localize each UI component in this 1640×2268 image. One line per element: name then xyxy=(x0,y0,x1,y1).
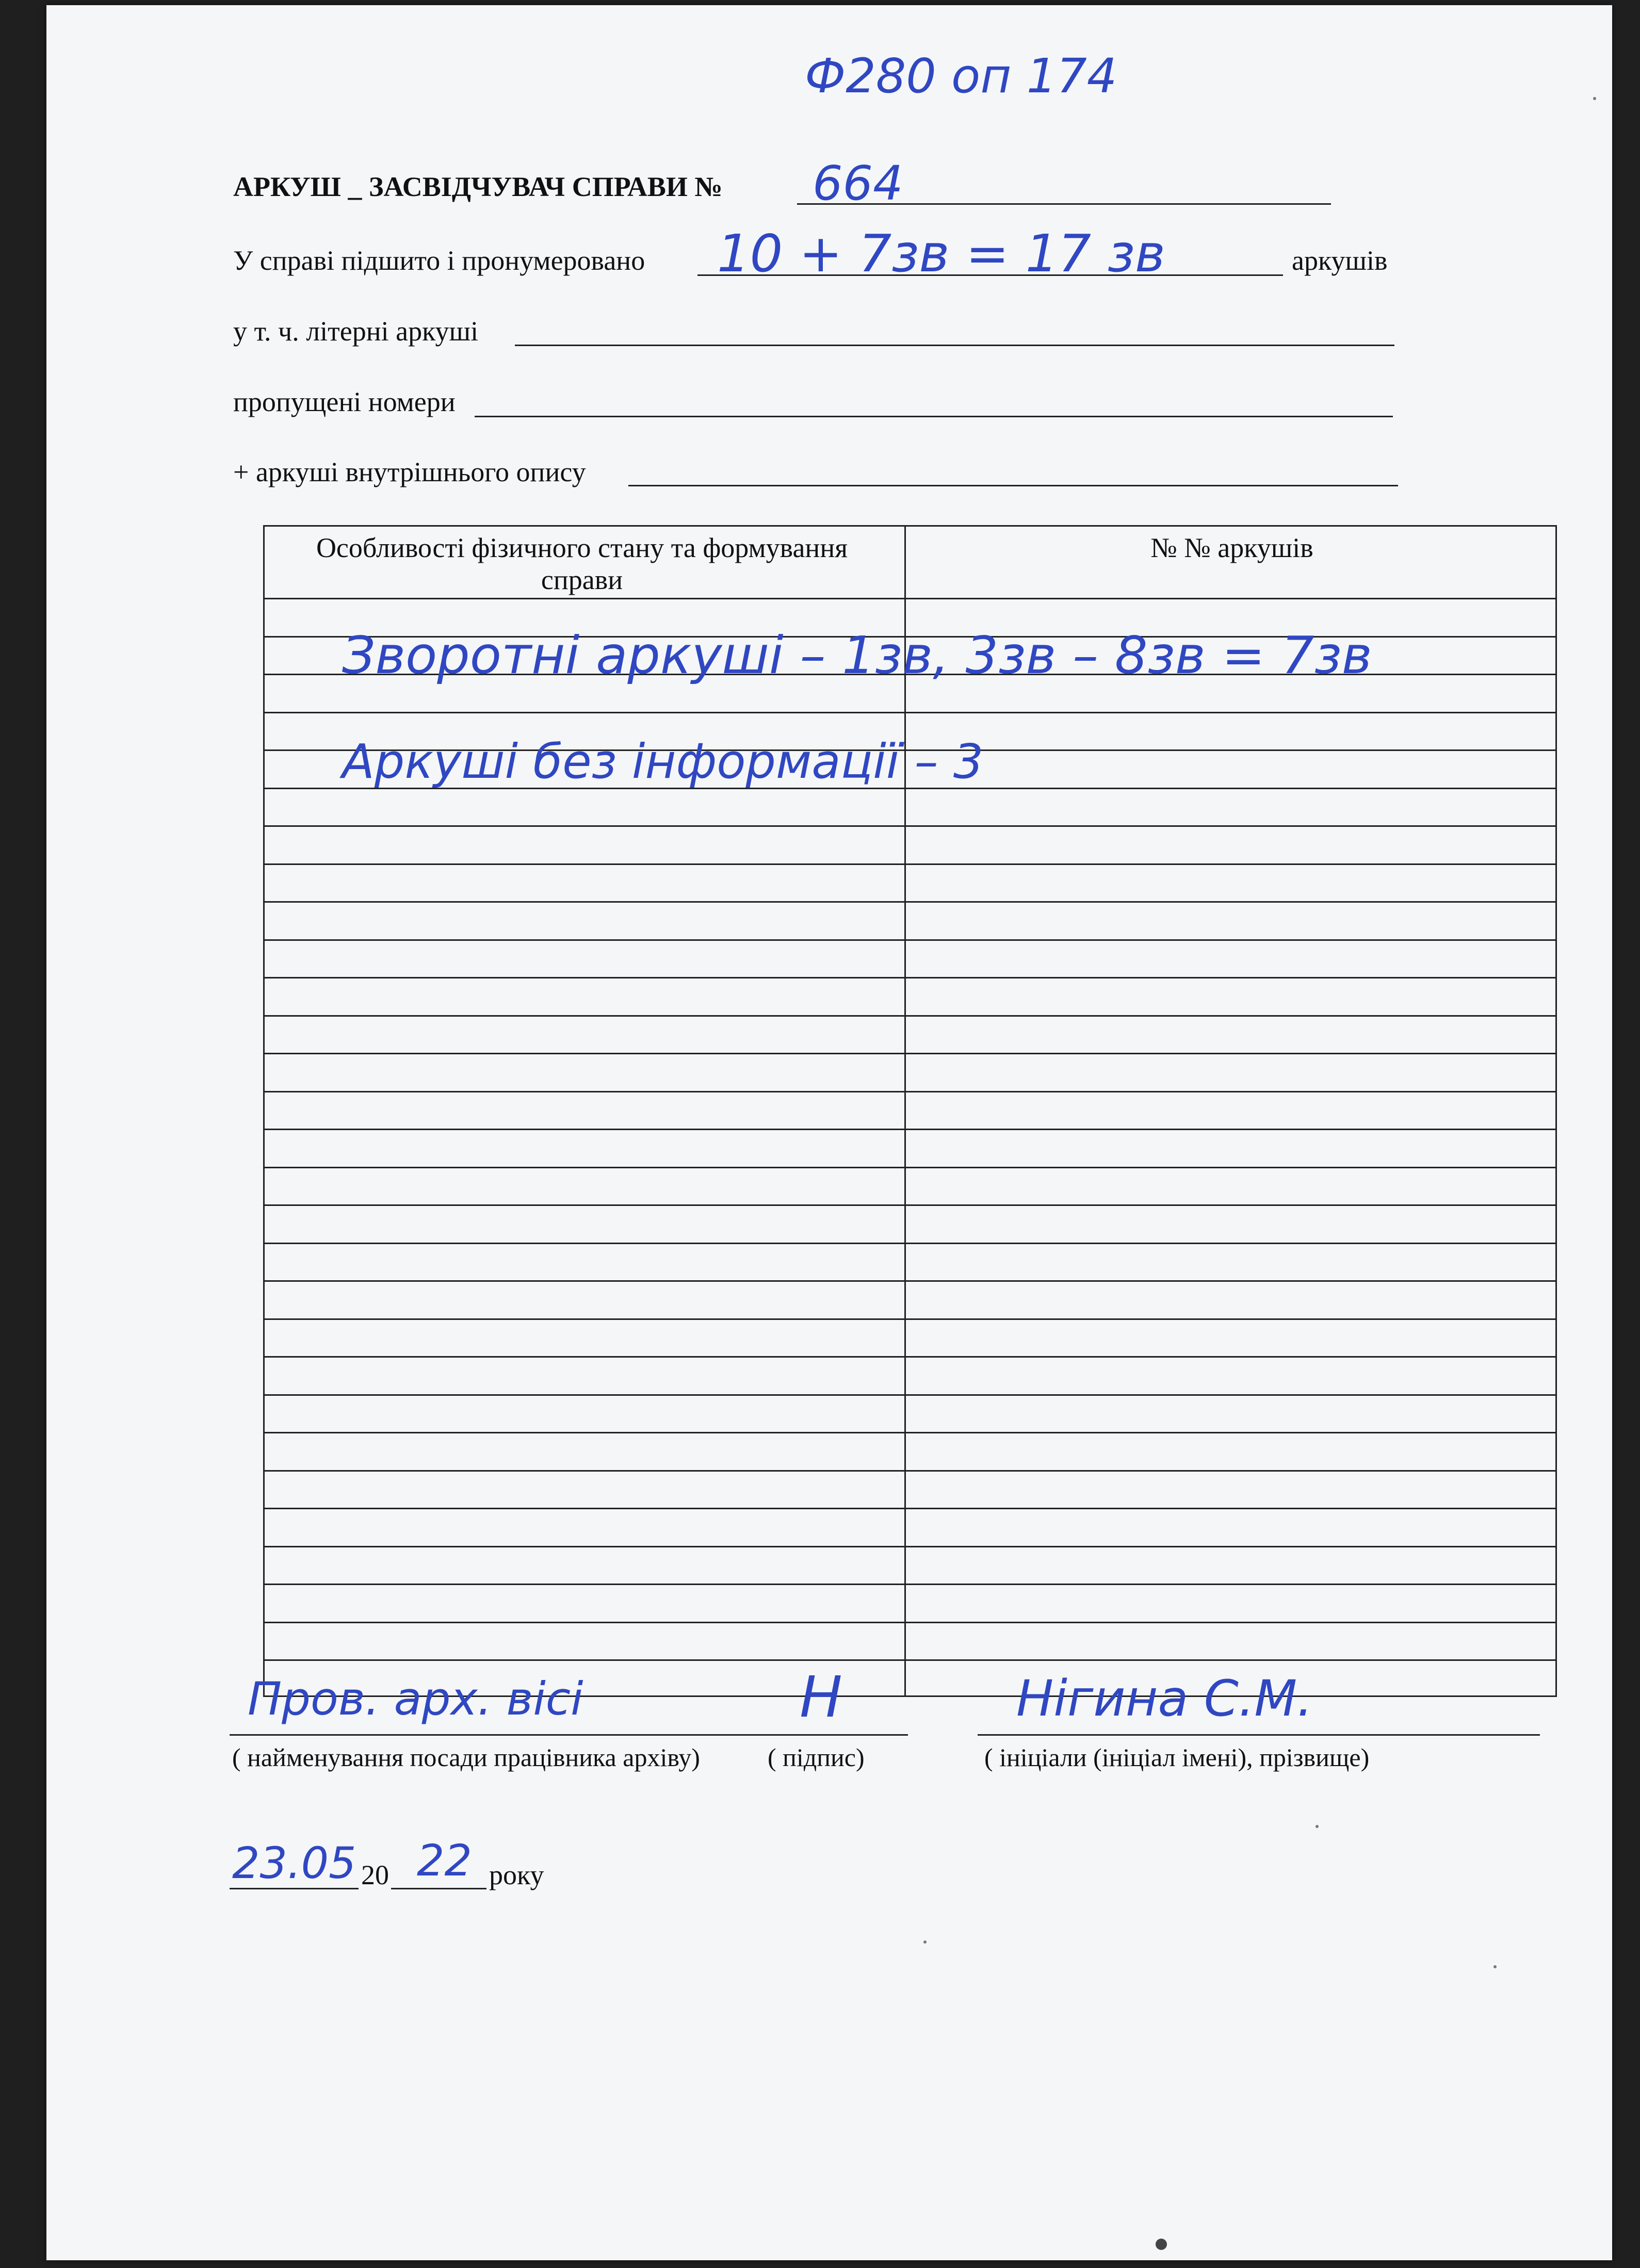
table-entry-2: Аркуші без інформації – 3 xyxy=(342,734,984,789)
signature-caption: ( підпис) xyxy=(768,1743,865,1772)
paper-speck xyxy=(923,1940,927,1944)
condition-table xyxy=(263,525,1557,1697)
case-number-value: 664 xyxy=(813,156,903,211)
table-rule xyxy=(265,598,1555,599)
table-column-divider xyxy=(904,527,906,1695)
paper-speck xyxy=(1156,2239,1167,2250)
date-day-month-underline xyxy=(230,1888,359,1889)
lettered-label: у т. ч. літерні аркуші xyxy=(233,316,479,347)
table-rule xyxy=(265,1015,1555,1017)
table-rule xyxy=(265,1432,1555,1433)
table-rule xyxy=(265,1243,1555,1244)
table-rule xyxy=(265,712,1555,713)
table-rule xyxy=(265,1356,1555,1358)
table-rule xyxy=(265,1659,1555,1661)
table-rule xyxy=(265,863,1555,865)
table-rule xyxy=(265,1280,1555,1282)
name-underline xyxy=(978,1734,1540,1736)
paper-speck xyxy=(1316,1825,1319,1828)
position-caption: ( найменування посади працівника архіву) xyxy=(232,1743,700,1772)
inner-list-label: + аркуші внутрішнього опису xyxy=(233,456,586,487)
date-suffix: року xyxy=(489,1859,544,1890)
missing-numbers-label: пропущені номери xyxy=(233,386,456,417)
date-year: 22 xyxy=(417,1835,472,1886)
stitched-suffix: аркушів xyxy=(1292,245,1388,276)
table-rule xyxy=(265,939,1555,941)
table-rule xyxy=(265,1204,1555,1206)
table-rule xyxy=(265,1508,1555,1509)
name-value: Нігина С.М. xyxy=(1016,1670,1313,1727)
table-rule xyxy=(265,1584,1555,1585)
table-rule xyxy=(265,1091,1555,1092)
position-value: Пров. арх. вісі xyxy=(248,1672,583,1725)
table-entry-1: Зворотні аркуші – 1зв, 3зв – 8зв = 7зв xyxy=(342,625,1372,686)
table-rule xyxy=(265,825,1555,827)
table-rule xyxy=(265,901,1555,903)
signature-underline xyxy=(761,1734,908,1736)
table-rule xyxy=(265,1318,1555,1320)
page-title: АРКУШ _ ЗАСВІДЧУВАЧ СПРАВИ № xyxy=(233,171,723,202)
paper-speck xyxy=(1593,97,1596,100)
table-rule xyxy=(265,1546,1555,1547)
table-rule xyxy=(265,1129,1555,1130)
table-rule xyxy=(265,1470,1555,1472)
table-rule xyxy=(265,1167,1555,1168)
missing-numbers-underline xyxy=(475,416,1393,417)
stitched-value: 10 + 7зв = 17 зв xyxy=(717,223,1165,284)
table-header-sheet-numbers: № № аркушів xyxy=(1150,532,1313,563)
date-century: 20 xyxy=(361,1859,389,1890)
table-header-condition: Особливості фізичного стану та формування справи xyxy=(316,532,848,595)
position-underline xyxy=(230,1734,769,1736)
stitched-label: У справі підшито і пронумеровано xyxy=(233,245,645,276)
date-day-month: 23.05 xyxy=(232,1838,356,1888)
name-caption: ( ініціали (ініціал імені), прізвище) xyxy=(984,1743,1370,1772)
paper-speck xyxy=(1493,1965,1497,1968)
lettered-underline xyxy=(515,345,1394,346)
table-rule xyxy=(265,1053,1555,1054)
inner-list-underline xyxy=(628,485,1398,486)
table-rule xyxy=(265,1622,1555,1623)
date-year-underline xyxy=(391,1888,486,1889)
signature-value: Н xyxy=(800,1664,842,1730)
table-rule xyxy=(265,977,1555,978)
table-rule xyxy=(265,1394,1555,1396)
archive-reference: Ф280 оп 174 xyxy=(805,48,1117,104)
document-page xyxy=(46,5,1612,2260)
